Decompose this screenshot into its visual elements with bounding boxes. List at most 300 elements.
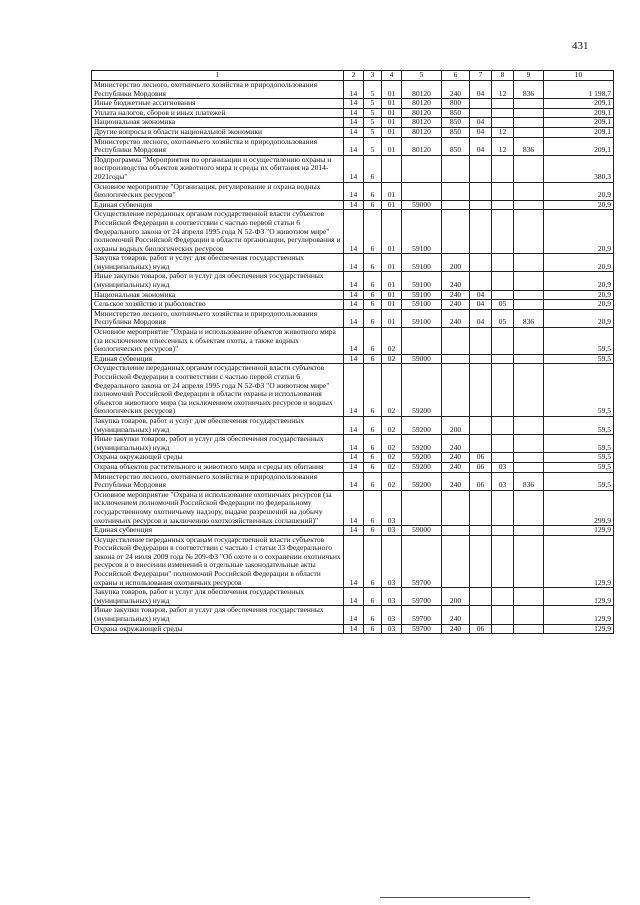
chapter-code-cell: 04 <box>470 290 492 300</box>
expense-type-cell <box>442 182 470 200</box>
subsection-code-cell: 6 <box>364 272 382 290</box>
header-cell: 2 <box>344 71 364 81</box>
target-code-cell: 01 <box>382 99 402 109</box>
program-code-cell: 80120 <box>402 137 442 155</box>
section-code-cell: 14 <box>344 453 364 463</box>
header-cell: 9 <box>514 71 544 81</box>
row-name-cell: Иные бюджетные ассигнования <box>92 99 344 109</box>
row-name-cell: Подпрограмма "Мероприятия по организации и осуществлению охраны и воспроизводства объектов животного мира и среды их обитания на 2014-2021годы" <box>92 155 344 182</box>
subsection-code-cell: 6 <box>364 210 382 254</box>
target-code-cell: 01 <box>382 254 402 272</box>
subsection-code-cell: 6 <box>364 526 382 536</box>
subchapter-code-cell <box>492 435 514 453</box>
row-name-cell: Министерство лесного, охотничьего хозяйства и природопользования Республики Мордовия <box>92 309 344 327</box>
amount-cell: 129,9 <box>544 588 614 606</box>
row-name-cell: Закупка товаров, работ и услуг для обеспечения государственных (муниципальных) нужд <box>92 588 344 606</box>
program-code-cell: 59200 <box>402 472 442 490</box>
amount-cell: 59,5 <box>544 435 614 453</box>
section-code-cell: 14 <box>344 118 364 128</box>
expense-type-cell: 850 <box>442 108 470 118</box>
subchapter-code-cell: 12 <box>492 137 514 155</box>
subsection-code-cell: 6 <box>364 254 382 272</box>
subchapter-code-cell <box>492 118 514 128</box>
program-code-cell: 59200 <box>402 462 442 472</box>
section-code-cell: 14 <box>344 200 364 210</box>
subchapter-code-cell <box>492 210 514 254</box>
row-name-cell: Основное мероприятие "Охрана и использование объектов животного мира (за исключением отнесенных к объектам охоты, а также водных биологических ресурсов)" <box>92 328 344 355</box>
section-code-cell: 14 <box>344 81 364 99</box>
grbs-code-cell <box>514 300 544 310</box>
program-code-cell <box>402 182 442 200</box>
section-code-cell: 14 <box>344 588 364 606</box>
table-row <box>92 300 614 310</box>
section-code-cell: 14 <box>344 526 364 536</box>
program-code-cell: 59000 <box>402 354 442 364</box>
chapter-code-cell: 06 <box>470 624 492 634</box>
target-code-cell: 03 <box>382 490 402 525</box>
target-code-cell: 03 <box>382 535 402 588</box>
subchapter-code-cell <box>492 328 514 355</box>
grbs-code-cell <box>514 182 544 200</box>
chapter-code-cell <box>470 354 492 364</box>
grbs-code-cell <box>514 535 544 588</box>
expense-type-cell: 850 <box>442 118 470 128</box>
section-code-cell: 14 <box>344 182 364 200</box>
grbs-code-cell <box>514 416 544 434</box>
table-row <box>92 354 614 364</box>
target-code-cell: 02 <box>382 328 402 355</box>
header-cell: 6 <box>442 71 470 81</box>
chapter-code-cell <box>470 526 492 536</box>
target-code-cell: 03 <box>382 624 402 634</box>
subchapter-code-cell <box>492 416 514 434</box>
subsection-code-cell: 6 <box>364 328 382 355</box>
chapter-code-cell <box>470 490 492 525</box>
program-code-cell: 59200 <box>402 416 442 434</box>
table-row <box>92 290 614 300</box>
row-name-cell: Национальная экономика <box>92 290 344 300</box>
subchapter-code-cell <box>492 588 514 606</box>
row-name-cell: Иные закупки товаров, работ и услуг для обеспечения государственных (муниципальных) нужд <box>92 435 344 453</box>
footer-rule <box>380 897 530 898</box>
chapter-code-cell <box>470 416 492 434</box>
table-row <box>92 81 614 99</box>
expense-type-cell: 240 <box>442 300 470 310</box>
chapter-code-cell <box>470 588 492 606</box>
section-code-cell: 14 <box>344 435 364 453</box>
subsection-code-cell: 5 <box>364 81 382 99</box>
section-code-cell: 14 <box>344 254 364 272</box>
row-name-cell: Единая субвенция <box>92 526 344 536</box>
chapter-code-cell: 04 <box>470 81 492 99</box>
row-name-cell: Национальная экономика <box>92 118 344 128</box>
amount-cell: 59,5 <box>544 472 614 490</box>
subsection-code-cell: 5 <box>364 118 382 128</box>
row-name-cell: Охрана окружающей среды <box>92 453 344 463</box>
program-code-cell: 59200 <box>402 453 442 463</box>
table-row <box>92 624 614 634</box>
subsection-code-cell: 6 <box>364 490 382 525</box>
program-code-cell <box>402 328 442 355</box>
row-name-cell: Закупка товаров, работ и услуг для обеспечения государственных (муниципальных) нужд <box>92 254 344 272</box>
target-code-cell: 03 <box>382 588 402 606</box>
target-code-cell: 01 <box>382 300 402 310</box>
header-cell: 5 <box>402 71 442 81</box>
chapter-code-cell: 04 <box>470 137 492 155</box>
program-code-cell: 59100 <box>402 300 442 310</box>
program-code-cell: 59000 <box>402 200 442 210</box>
page-number: 431 <box>572 40 589 52</box>
target-code-cell: 02 <box>382 416 402 434</box>
header-cell: 1 <box>92 71 344 81</box>
chapter-code-cell <box>470 210 492 254</box>
subsection-code-cell: 6 <box>364 364 382 417</box>
chapter-code-cell: 04 <box>470 118 492 128</box>
target-code-cell: 01 <box>382 309 402 327</box>
table-row <box>92 364 614 417</box>
program-code-cell: 59200 <box>402 435 442 453</box>
amount-cell: 129,9 <box>544 535 614 588</box>
subsection-code-cell: 6 <box>364 155 382 182</box>
subchapter-code-cell <box>492 290 514 300</box>
grbs-code-cell: 836 <box>514 137 544 155</box>
amount-cell: 59,5 <box>544 328 614 355</box>
table-row <box>92 328 614 355</box>
row-name-cell: Другие вопросы в области национальной экономики <box>92 127 344 137</box>
program-code-cell: 80120 <box>402 108 442 118</box>
program-code-cell: 59100 <box>402 272 442 290</box>
section-code-cell: 14 <box>344 328 364 355</box>
grbs-code-cell <box>514 364 544 417</box>
subchapter-code-cell <box>492 453 514 463</box>
program-code-cell: 59700 <box>402 606 442 624</box>
subchapter-code-cell <box>492 254 514 272</box>
target-code-cell: 01 <box>382 137 402 155</box>
row-name-cell: Уплата налогов, сборов и иных платежей <box>92 108 344 118</box>
amount-cell: 20,9 <box>544 210 614 254</box>
grbs-code-cell: 836 <box>514 309 544 327</box>
expense-type-cell: 800 <box>442 99 470 109</box>
expense-type-cell: 200 <box>442 416 470 434</box>
amount-cell: 380,3 <box>544 155 614 182</box>
subchapter-code-cell <box>492 108 514 118</box>
target-code-cell: 01 <box>382 210 402 254</box>
target-code-cell: 02 <box>382 453 402 463</box>
subsection-code-cell: 6 <box>364 535 382 588</box>
subchapter-code-cell: 03 <box>492 472 514 490</box>
amount-cell: 20,9 <box>544 254 614 272</box>
section-code-cell: 14 <box>344 364 364 417</box>
subchapter-code-cell <box>492 364 514 417</box>
section-code-cell: 14 <box>344 290 364 300</box>
table-row <box>92 606 614 624</box>
target-code-cell: 03 <box>382 526 402 536</box>
program-code-cell: 59000 <box>402 526 442 536</box>
subsection-code-cell: 6 <box>364 300 382 310</box>
subsection-code-cell: 6 <box>364 182 382 200</box>
chapter-code-cell <box>470 254 492 272</box>
target-code-cell: 02 <box>382 462 402 472</box>
expense-type-cell: 850 <box>442 127 470 137</box>
grbs-code-cell <box>514 127 544 137</box>
grbs-code-cell <box>514 99 544 109</box>
section-code-cell: 14 <box>344 462 364 472</box>
amount-cell: 59,5 <box>544 453 614 463</box>
grbs-code-cell <box>514 490 544 525</box>
grbs-code-cell <box>514 108 544 118</box>
row-name-cell: Осуществление переданных органам государственной власти субъектов Российской Федерации в соответствии с частью первой статьи 6 Федерального закона от 24 апреля 1995 года N 52-ФЗ "О животном мире" полномочий Российской Федерации в области организации, регулирования и охраны водных биологических ресурсов <box>92 210 344 254</box>
section-code-cell: 14 <box>344 354 364 364</box>
subchapter-code-cell: 05 <box>492 300 514 310</box>
row-name-cell: Осуществление переданных органам государственной власти субъектов Российской Федерации в соответствии с частью первой статьи 6 Федерального закона от 24 апреля 1995 года N 52-ФЗ "О животном мире" полномочий Российской Федерации в области охраны и использования объектов животного мира (за исключением охотничьих ресурсов и водных биологических ресурсов) <box>92 364 344 417</box>
header-row <box>92 71 614 81</box>
target-code-cell: 02 <box>382 472 402 490</box>
subsection-code-cell: 6 <box>364 453 382 463</box>
subchapter-code-cell <box>492 606 514 624</box>
chapter-code-cell <box>470 435 492 453</box>
program-code-cell: 80120 <box>402 81 442 99</box>
expense-type-cell: 240 <box>442 309 470 327</box>
target-code-cell: 02 <box>382 435 402 453</box>
row-name-cell: Закупка товаров, работ и услуг для обеспечения государственных (муниципальных) нужд <box>92 416 344 434</box>
program-code-cell: 80120 <box>402 127 442 137</box>
chapter-code-cell: 06 <box>470 472 492 490</box>
expense-type-cell <box>442 490 470 525</box>
grbs-code-cell: 836 <box>514 472 544 490</box>
expense-type-cell <box>442 210 470 254</box>
row-name-cell: Единая субвенция <box>92 354 344 364</box>
subsection-code-cell: 6 <box>364 309 382 327</box>
amount-cell: 209,1 <box>544 137 614 155</box>
table-row <box>92 490 614 525</box>
subsection-code-cell: 5 <box>364 108 382 118</box>
table-row <box>92 137 614 155</box>
expense-type-cell: 200 <box>442 254 470 272</box>
header-cell: 10 <box>544 71 614 81</box>
subsection-code-cell: 6 <box>364 290 382 300</box>
amount-cell: 59,5 <box>544 364 614 417</box>
grbs-code-cell <box>514 328 544 355</box>
amount-cell: 20,9 <box>544 182 614 200</box>
section-code-cell: 14 <box>344 300 364 310</box>
target-code-cell: 02 <box>382 354 402 364</box>
amount-cell: 20,9 <box>544 300 614 310</box>
target-code-cell: 01 <box>382 118 402 128</box>
table-row <box>92 182 614 200</box>
grbs-code-cell <box>514 272 544 290</box>
table-row <box>92 272 614 290</box>
amount-cell: 299,9 <box>544 490 614 525</box>
expense-type-cell <box>442 354 470 364</box>
grbs-code-cell: 836 <box>514 81 544 99</box>
table-row <box>92 155 614 182</box>
section-code-cell: 14 <box>344 624 364 634</box>
section-code-cell: 14 <box>344 108 364 118</box>
row-name-cell: Осуществление переданных органам государственной власти субъектов Российской Федерации в соответствии с частью 1 статьи 33 Федерального закона от 24 июля 2009 года № 209-ФЗ "Об охоте и о сохранении охотничьих ресурсов и о внесении изменений в отдельные законодательные акты Российской Федерации" полномочий Российской Федерации в области охраны и использования охотничьих ресурсов <box>92 535 344 588</box>
expense-type-cell: 240 <box>442 272 470 290</box>
amount-cell: 20,9 <box>544 290 614 300</box>
expense-type-cell: 240 <box>442 453 470 463</box>
chapter-code-cell: 04 <box>470 300 492 310</box>
subsection-code-cell: 6 <box>364 472 382 490</box>
target-code-cell: 03 <box>382 606 402 624</box>
grbs-code-cell <box>514 118 544 128</box>
target-code-cell: 01 <box>382 290 402 300</box>
amount-cell: 59,5 <box>544 416 614 434</box>
grbs-code-cell <box>514 435 544 453</box>
section-code-cell: 14 <box>344 137 364 155</box>
expense-type-cell <box>442 364 470 417</box>
subchapter-code-cell <box>492 624 514 634</box>
table-row <box>92 108 614 118</box>
subchapter-code-cell <box>492 535 514 588</box>
program-code-cell: 59700 <box>402 535 442 588</box>
row-name-cell: Единая субвенция <box>92 200 344 210</box>
grbs-code-cell <box>514 606 544 624</box>
table-row <box>92 200 614 210</box>
subsection-code-cell: 6 <box>364 588 382 606</box>
table-body <box>92 81 614 634</box>
table-row <box>92 588 614 606</box>
program-code-cell <box>402 155 442 182</box>
target-code-cell: 01 <box>382 272 402 290</box>
chapter-code-cell <box>470 535 492 588</box>
program-code-cell: 80120 <box>402 118 442 128</box>
amount-cell: 209,1 <box>544 108 614 118</box>
target-code-cell: 01 <box>382 200 402 210</box>
program-code-cell: 59700 <box>402 624 442 634</box>
target-code-cell: 02 <box>382 364 402 417</box>
budget-table <box>91 70 614 634</box>
row-name-cell: Основное мероприятие "Организация, регулирование и охрана водных биологических ресурсов" <box>92 182 344 200</box>
program-code-cell: 59100 <box>402 210 442 254</box>
amount-cell: 209,1 <box>544 99 614 109</box>
amount-cell: 59,5 <box>544 462 614 472</box>
grbs-code-cell <box>514 588 544 606</box>
chapter-code-cell <box>470 155 492 182</box>
expense-type-cell <box>442 526 470 536</box>
target-code-cell <box>382 155 402 182</box>
chapter-code-cell <box>470 108 492 118</box>
table-row <box>92 99 614 109</box>
subsection-code-cell: 5 <box>364 137 382 155</box>
grbs-code-cell <box>514 624 544 634</box>
section-code-cell: 14 <box>344 127 364 137</box>
section-code-cell: 14 <box>344 535 364 588</box>
section-code-cell: 14 <box>344 155 364 182</box>
grbs-code-cell <box>514 462 544 472</box>
grbs-code-cell <box>514 200 544 210</box>
expense-type-cell: 200 <box>442 588 470 606</box>
amount-cell: 129,9 <box>544 526 614 536</box>
amount-cell: 209,1 <box>544 127 614 137</box>
expense-type-cell <box>442 155 470 182</box>
subchapter-code-cell: 05 <box>492 309 514 327</box>
section-code-cell: 14 <box>344 272 364 290</box>
header-cell: 8 <box>492 71 514 81</box>
grbs-code-cell <box>514 155 544 182</box>
section-code-cell: 14 <box>344 472 364 490</box>
program-code-cell: 59700 <box>402 588 442 606</box>
subchapter-code-cell <box>492 99 514 109</box>
subsection-code-cell: 6 <box>364 624 382 634</box>
subsection-code-cell: 6 <box>364 606 382 624</box>
row-name-cell: Иные закупки товаров, работ и услуг для обеспечения государственных (муниципальных) нужд <box>92 606 344 624</box>
expense-type-cell: 240 <box>442 606 470 624</box>
row-name-cell: Иные закупки товаров, работ и услуг для обеспечения государственных (муниципальных) нужд <box>92 272 344 290</box>
subchapter-code-cell <box>492 182 514 200</box>
table-row <box>92 472 614 490</box>
subsection-code-cell: 6 <box>364 435 382 453</box>
grbs-code-cell <box>514 210 544 254</box>
subsection-code-cell: 6 <box>364 354 382 364</box>
target-code-cell: 01 <box>382 127 402 137</box>
subchapter-code-cell <box>492 490 514 525</box>
chapter-code-cell <box>470 200 492 210</box>
expense-type-cell: 240 <box>442 81 470 99</box>
subchapter-code-cell <box>492 354 514 364</box>
program-code-cell: 59100 <box>402 254 442 272</box>
subsection-code-cell: 5 <box>364 127 382 137</box>
expense-type-cell: 850 <box>442 137 470 155</box>
header-cell: 3 <box>364 71 382 81</box>
table-row <box>92 526 614 536</box>
subchapter-code-cell <box>492 526 514 536</box>
chapter-code-cell <box>470 99 492 109</box>
subchapter-code-cell <box>492 272 514 290</box>
row-name-cell: Сельское хозяйство и рыболовство <box>92 300 344 310</box>
table-row <box>92 254 614 272</box>
row-name-cell: Министерство лесного, охотничьего хозяйства и природопользования Республики Мордовия <box>92 137 344 155</box>
amount-cell: 20,9 <box>544 309 614 327</box>
target-code-cell: 01 <box>382 182 402 200</box>
subchapter-code-cell: 12 <box>492 127 514 137</box>
amount-cell: 129,9 <box>544 606 614 624</box>
table-row <box>92 210 614 254</box>
chapter-code-cell: 04 <box>470 309 492 327</box>
chapter-code-cell <box>470 606 492 624</box>
section-code-cell: 14 <box>344 210 364 254</box>
subsection-code-cell: 6 <box>364 416 382 434</box>
table-row <box>92 118 614 128</box>
target-code-cell: 01 <box>382 81 402 99</box>
expense-type-cell: 240 <box>442 472 470 490</box>
table-row <box>92 462 614 472</box>
amount-cell: 129,9 <box>544 624 614 634</box>
table-row <box>92 453 614 463</box>
program-code-cell: 59100 <box>402 290 442 300</box>
table-row <box>92 435 614 453</box>
chapter-code-cell <box>470 272 492 290</box>
subsection-code-cell: 5 <box>364 99 382 109</box>
grbs-code-cell <box>514 254 544 272</box>
chapter-code-cell: 06 <box>470 462 492 472</box>
amount-cell: 1 198,7 <box>544 81 614 99</box>
row-name-cell: Основное мероприятие "Охрана и использование охотничьих ресурсов (за исключением полномочий Российской Федерации по федеральному государственному охотничьему надзору, выдаче разрешений на добычу охотничьих ресурсов и заключению охотхозяйственных соглашений)" <box>92 490 344 525</box>
expense-type-cell <box>442 200 470 210</box>
expense-type-cell: 240 <box>442 624 470 634</box>
expense-type-cell <box>442 328 470 355</box>
grbs-code-cell <box>514 290 544 300</box>
header-cell: 7 <box>470 71 492 81</box>
program-code-cell <box>402 490 442 525</box>
chapter-code-cell <box>470 328 492 355</box>
chapter-code-cell <box>470 364 492 417</box>
program-code-cell: 59200 <box>402 364 442 417</box>
section-code-cell: 14 <box>344 99 364 109</box>
subchapter-code-cell: 03 <box>492 462 514 472</box>
subchapter-code-cell <box>492 200 514 210</box>
